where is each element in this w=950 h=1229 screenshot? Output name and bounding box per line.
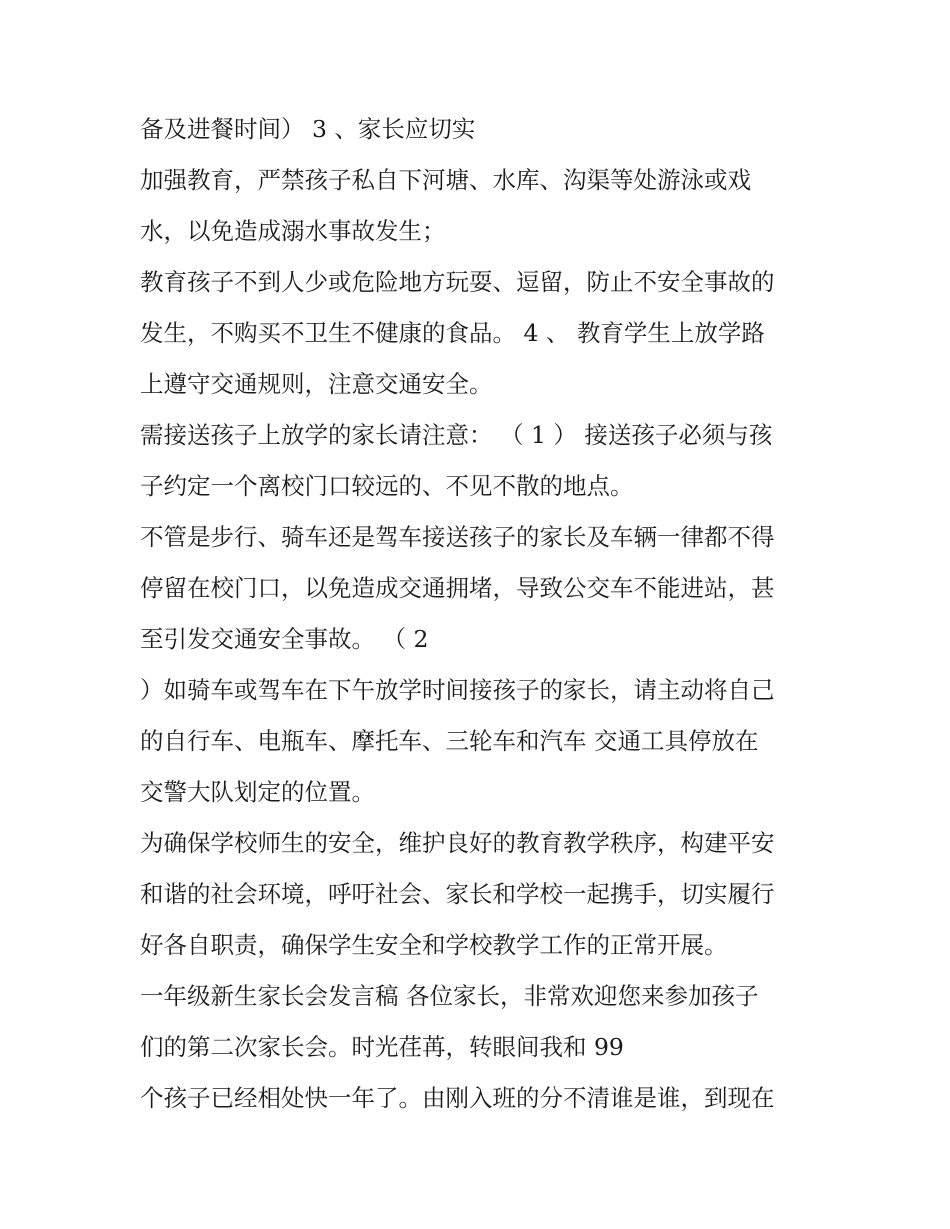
text-line: 教育孩子不到人少或危险地方玩耍、逗留，防止不安全事故的 [140,268,775,296]
text-line: ）如骑车或驾车在下午放学时间接孩子的家长，请主动将自己 [140,676,775,704]
text-line: 上遵守交通规则，注意交通安全。 [140,370,493,398]
text-line: 的自行车、电瓶车、摩托车、三轮车和汽车 交通工具停放在 [140,727,759,755]
text-line: 为确保学校师生的安全，维护良好的教育教学秩序，构建平安 [140,829,775,857]
text-line: 一年级新生家长会发言稿 各位家长，非常欢迎您来参加孩子 [140,982,759,1010]
text-line: 停留在校门口，以免造成交通拥堵，导致公交车不能进站，甚 [140,574,775,602]
text-line: 发生，不购买不卫生不健康的食品。 4 、 教育学生上放学路 [140,319,765,347]
text-line: 好各自职责，确保学生安全和学校教学工作的正常开展。 [140,931,728,959]
text-line: 和谐的社会环境，呼吁社会、家长和学校一起携手，切实履行 [140,880,775,908]
text-line: 需接送孩子上放学的家长请注意： （ 1 ） 接送孩子必须与孩 [140,421,773,449]
text-line: 子约定一个离校门口较远的、不见不散的地点。 [140,472,634,500]
text-line: 个孩子已经相处快一年了。由刚入班的分不清谁是谁，到现在 [140,1084,775,1112]
text-line: 交警大队划定的位置。 [140,778,375,806]
text-line: 加强教育，严禁孩子私自下河塘、水库、沟渠等处游泳或戏 [140,166,751,194]
text-line: 至引发交通安全事故。 （ 2 [140,625,429,653]
text-line: 们的第二次家长会。时光荏苒，转眼间我和 99 [140,1033,624,1061]
text-line: 水，以免造成溺水事故发生； [140,217,446,245]
text-line: 不管是步行、骑车还是驾车接送孩子的家长及车辆一律都不得 [140,523,775,551]
text-line: 备及进餐时间） 3 、家长应切实 [140,115,476,143]
